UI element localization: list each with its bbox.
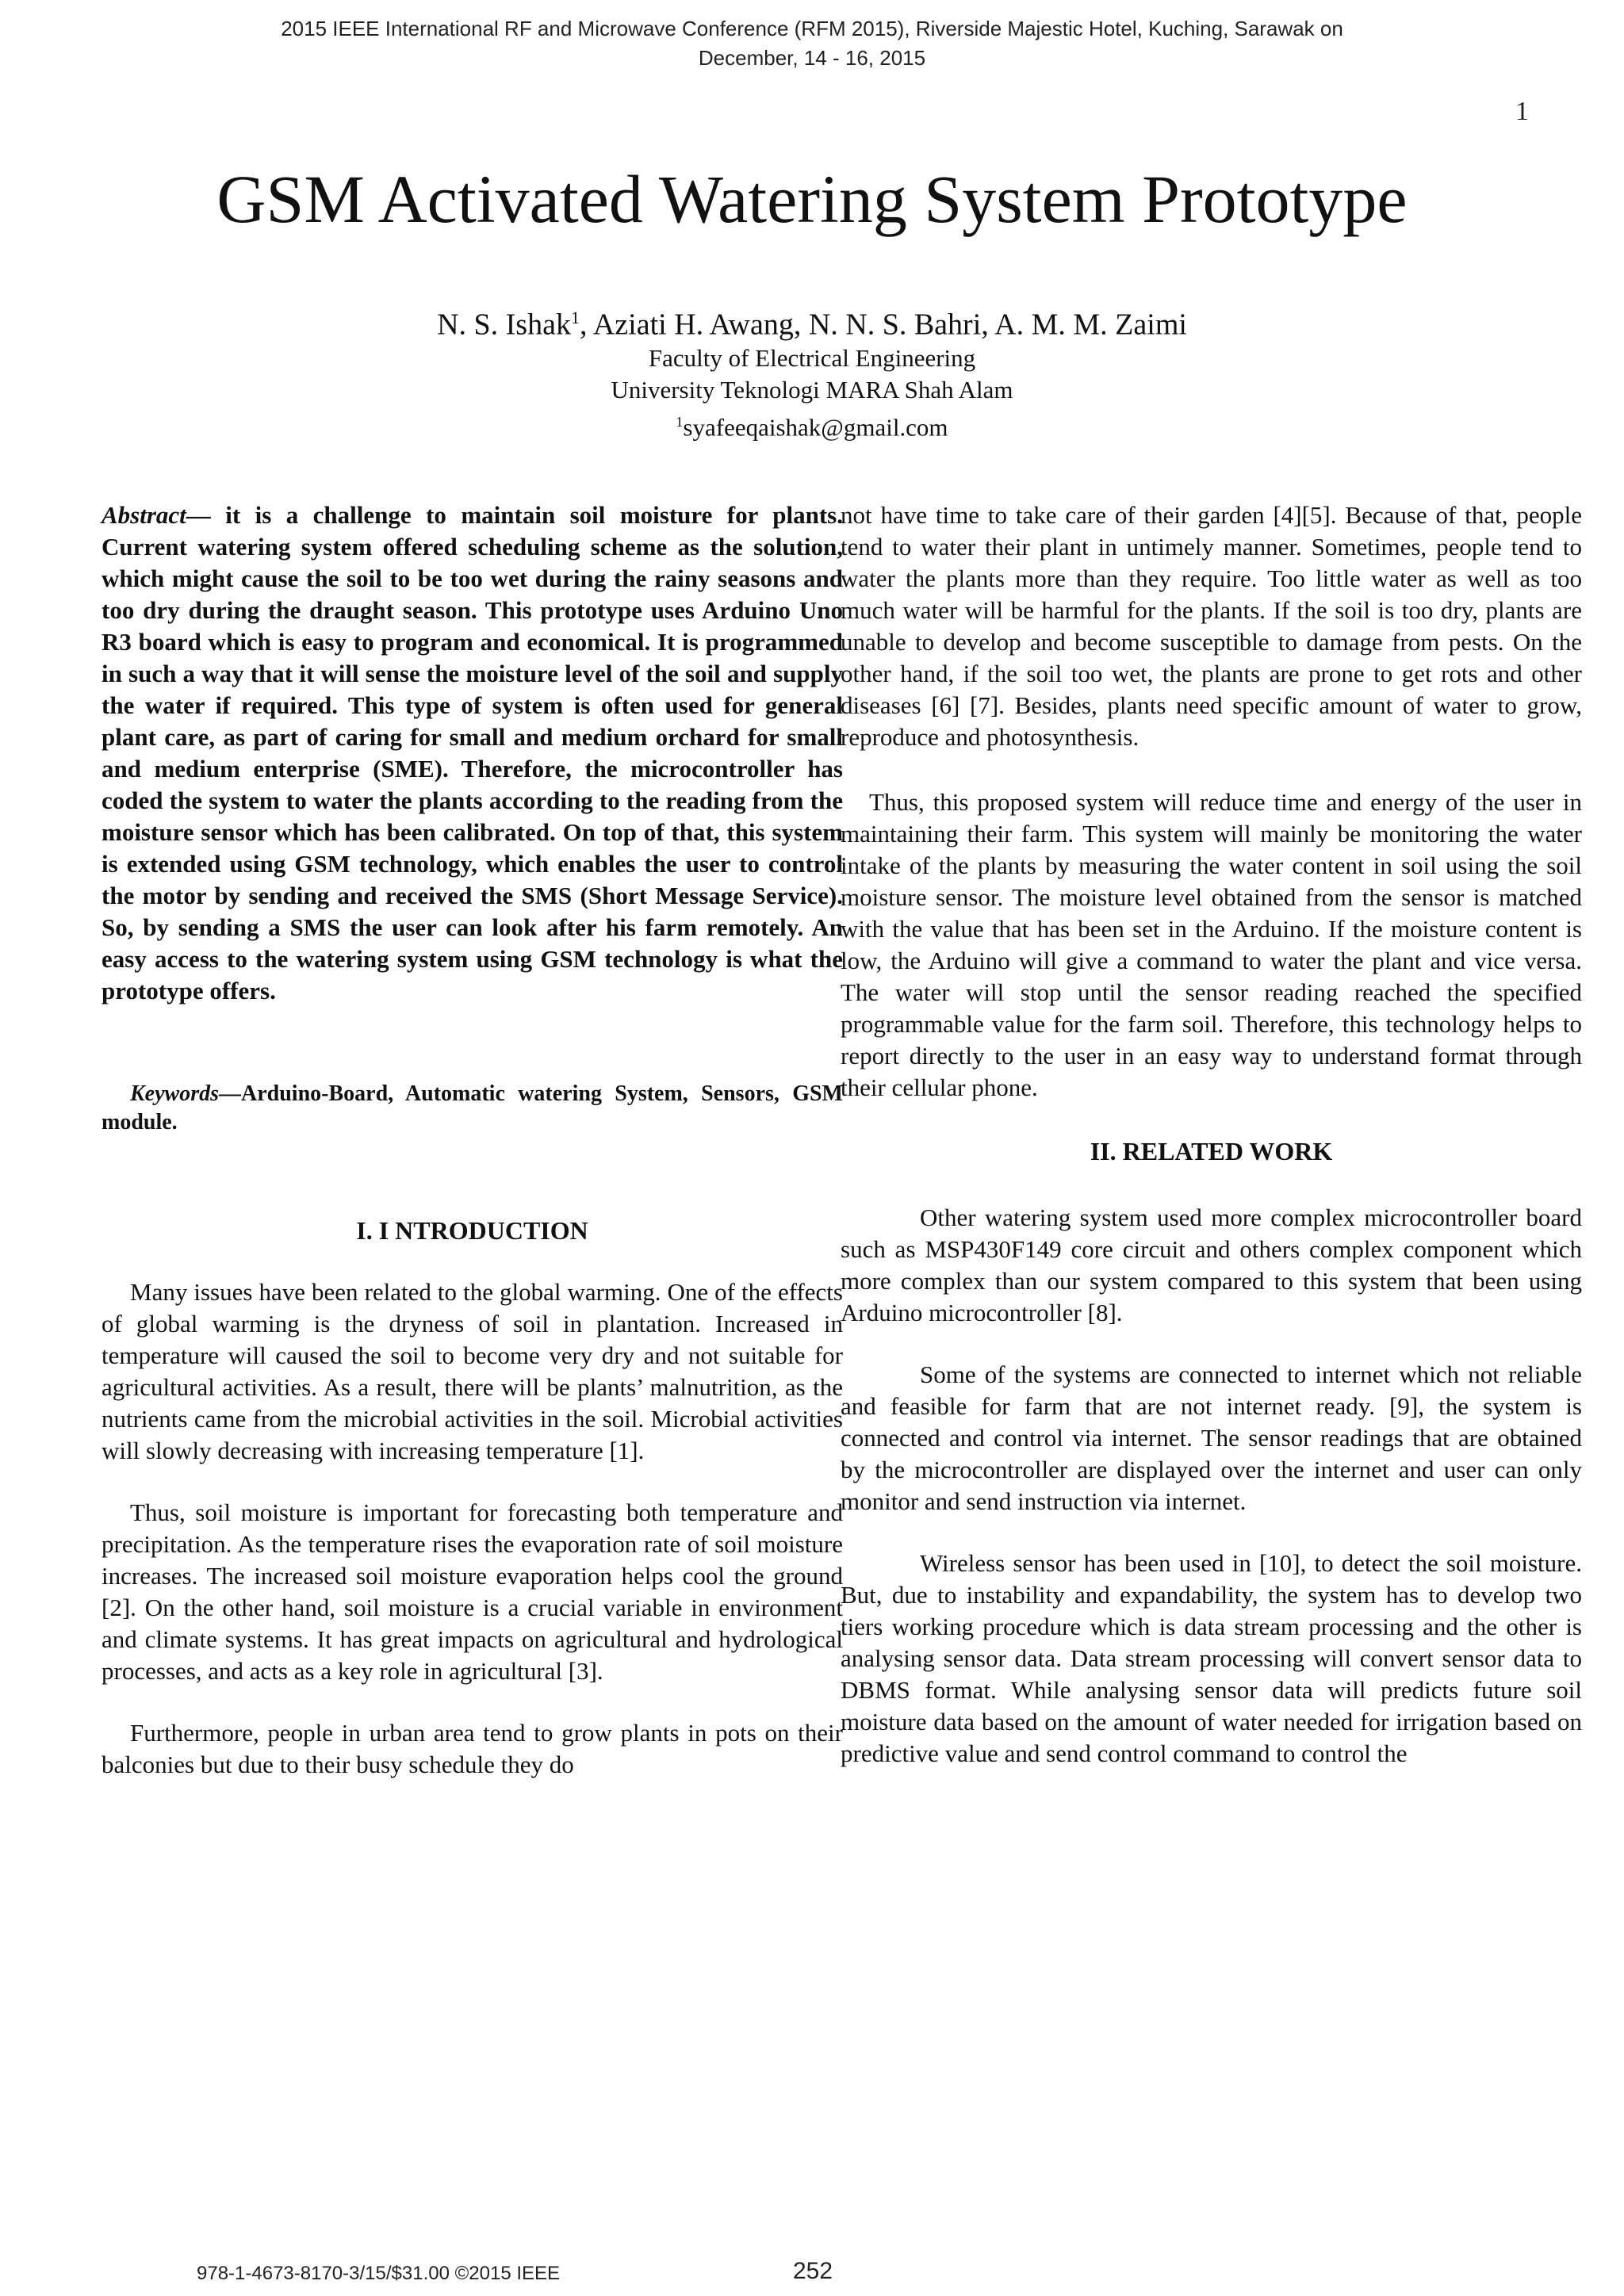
- conference-header: [159, 14, 1465, 73]
- intro-paragraph-1: Many issues have been related to the global warming. One of the effects of global warming is the dryness of soil in plantation. Increased in temperature will caused the soil to become very dry and not suitable for agricultural activities. As a result, there will be plants’ malnutrition, as the nutrients came from the microbial activities in the soil. Microbial activities will slowly decreasing with increasing temperature [1].: [102, 1278, 843, 1464]
- abstract-text: — it is a challenge to maintain soil moisture for plants. Current watering system offered scheduling scheme as the solution, which might cause the soil to be too wet during the rainy seasons and too dry during the draught season. This prototype uses Arduino Uno R3 board which is easy to program and economical. It is programmed in such a way that it will sense the moisture level of the soil and supply the water if required. This type of system is often used for general plant care, as part of caring for small and medium orchard for small and medium enterprise (SME). Therefore, the microcontroller has coded the system to water the plants according to the reading from the moisture sensor which has been calibrated. On top of that, this system is extended using GSM technology, which enables the user to control the motor by sending and received the SMS (Short Message Service). So, by sending a SMS the user can look after his farm remotely. An easy access to the watering system using GSM technology is what the prototype offers.: [102, 501, 843, 1004]
- keywords: [102, 1080, 843, 1137]
- intro-paragraph-4: not have time to take care of their garden [4][5]. Because of that, people tend to water their plant in untimely manner. Sometimes, people tend to water the plants more than they require. Too little water as well as too much water will be harmful for the plants. If the soil is too dry, plants are unable to develop and become susceptible to damage from pests. On the other hand, if the soil too wet, the plants are prone to get rots and other diseases [6] [7]. Besides, plants need specific amount of water to grow, reproduce and photosynthesis.: [841, 501, 1582, 751]
- right-column: [841, 499, 1582, 1800]
- intro-paragraph-2: Thus, soil moisture is important for forecasting both temperature and precipitation. As the temperature rises the evaporation rate of soil moisture increases. The increased soil moisture evaporation helps cool the ground [2]. On the other hand, soil moisture is a crucial variable in environment and climate systems. It has great impacts on agricultural and hydrological processes, and acts as a key role in agricultural [3].: [102, 1498, 843, 1685]
- author-list: [0, 300, 1624, 343]
- related-work-paragraph-1: Other watering system used more complex microcontroller board such as MSP430F149 core circuit and others complex component which more complex than our system compared to this system that been using Arduino microcontroller [8].: [841, 1203, 1582, 1326]
- related-work-paragraph-2: Some of the systems are connected to internet which not reliable and feasible for farm that are not internet ready. [9], the system is connected and control via internet. The sensor readings that are obtained by the microcontroller are displayed over the internet and user can only monitor and send instruction via internet.: [841, 1360, 1582, 1515]
- author-email: syafeeqaishak@gmail.com: [683, 413, 948, 442]
- email-line: [0, 406, 1624, 443]
- keywords-text: —Arduino-Board, Automatic watering System, Sensors, GSM module.: [102, 1081, 843, 1135]
- section-heading-introduction: I. I NTRODUCTION: [356, 1216, 588, 1245]
- conference-line-1: 2015 IEEE International RF and Microwave Conference (RFM 2015), Riverside Majestic Hotel, Kuching, Sarawak on: [281, 17, 1343, 40]
- first-author: N. S. Ishak: [437, 308, 571, 342]
- keywords-label: Keywords: [130, 1081, 219, 1106]
- page-marker: 1: [1515, 97, 1529, 126]
- faculty: Faculty of Electrical Engineering: [648, 344, 976, 372]
- intro-paragraph-5: Thus, this proposed system will reduce time and energy of the user in maintaining their farm. This system will mainly be monitoring the water intake of the plants by measuring the water content in soil using the soil moisture sensor. The moisture level obtained from the sensor is matched with the value that has been set in the Arduino. If the moisture content is low, the Arduino will give a command to water the plant and vice versa. The water will stop until the sensor reading reached the specified programmable value for the farm soil. Therefore, this technology helps to report directly to the user in an easy way to understand format through their cellular phone.: [841, 788, 1582, 1101]
- other-authors: , Aziati H. Awang, N. N. S. Bahri, A. M. M. Zaimi: [579, 308, 1187, 342]
- abstract: [102, 499, 843, 1007]
- section-heading-related-work: II. RELATED WORK: [1090, 1137, 1333, 1165]
- paper-title: GSM Activated Watering System Prototype: [216, 161, 1408, 237]
- footer-page-number: 252: [793, 2258, 833, 2284]
- conference-line-2: December, 14 - 16, 2015: [698, 46, 926, 70]
- affiliation: [0, 342, 1624, 443]
- related-work-paragraph-3: Wireless sensor has been used in [10], to detect the soil moisture. But, due to instability and expandability, the system has to develop two tiers working procedure which is data stream processing and the other is analysing sensor data. Data stream processing will convert sensor data to DBMS format. While analysing sensor data will predicts future soil moisture data based on the amount of water needed for irrigation based on predictive value and send control command to control the: [841, 1549, 1582, 1767]
- footer-isbn: 978-1-4673-8170-3/15/$31.00 ©2015 IEEE: [197, 2263, 561, 2284]
- email-sup: 1: [676, 414, 684, 430]
- left-column: [102, 499, 843, 1811]
- university: University Teknologi MARA Shah Alam: [611, 376, 1013, 404]
- intro-paragraph-3: Furthermore, people in urban area tend to grow plants in pots on their balconies but due to their busy schedule they do: [102, 1719, 843, 1778]
- abstract-label: Abstract: [102, 501, 186, 529]
- first-author-sup: 1: [570, 308, 580, 327]
